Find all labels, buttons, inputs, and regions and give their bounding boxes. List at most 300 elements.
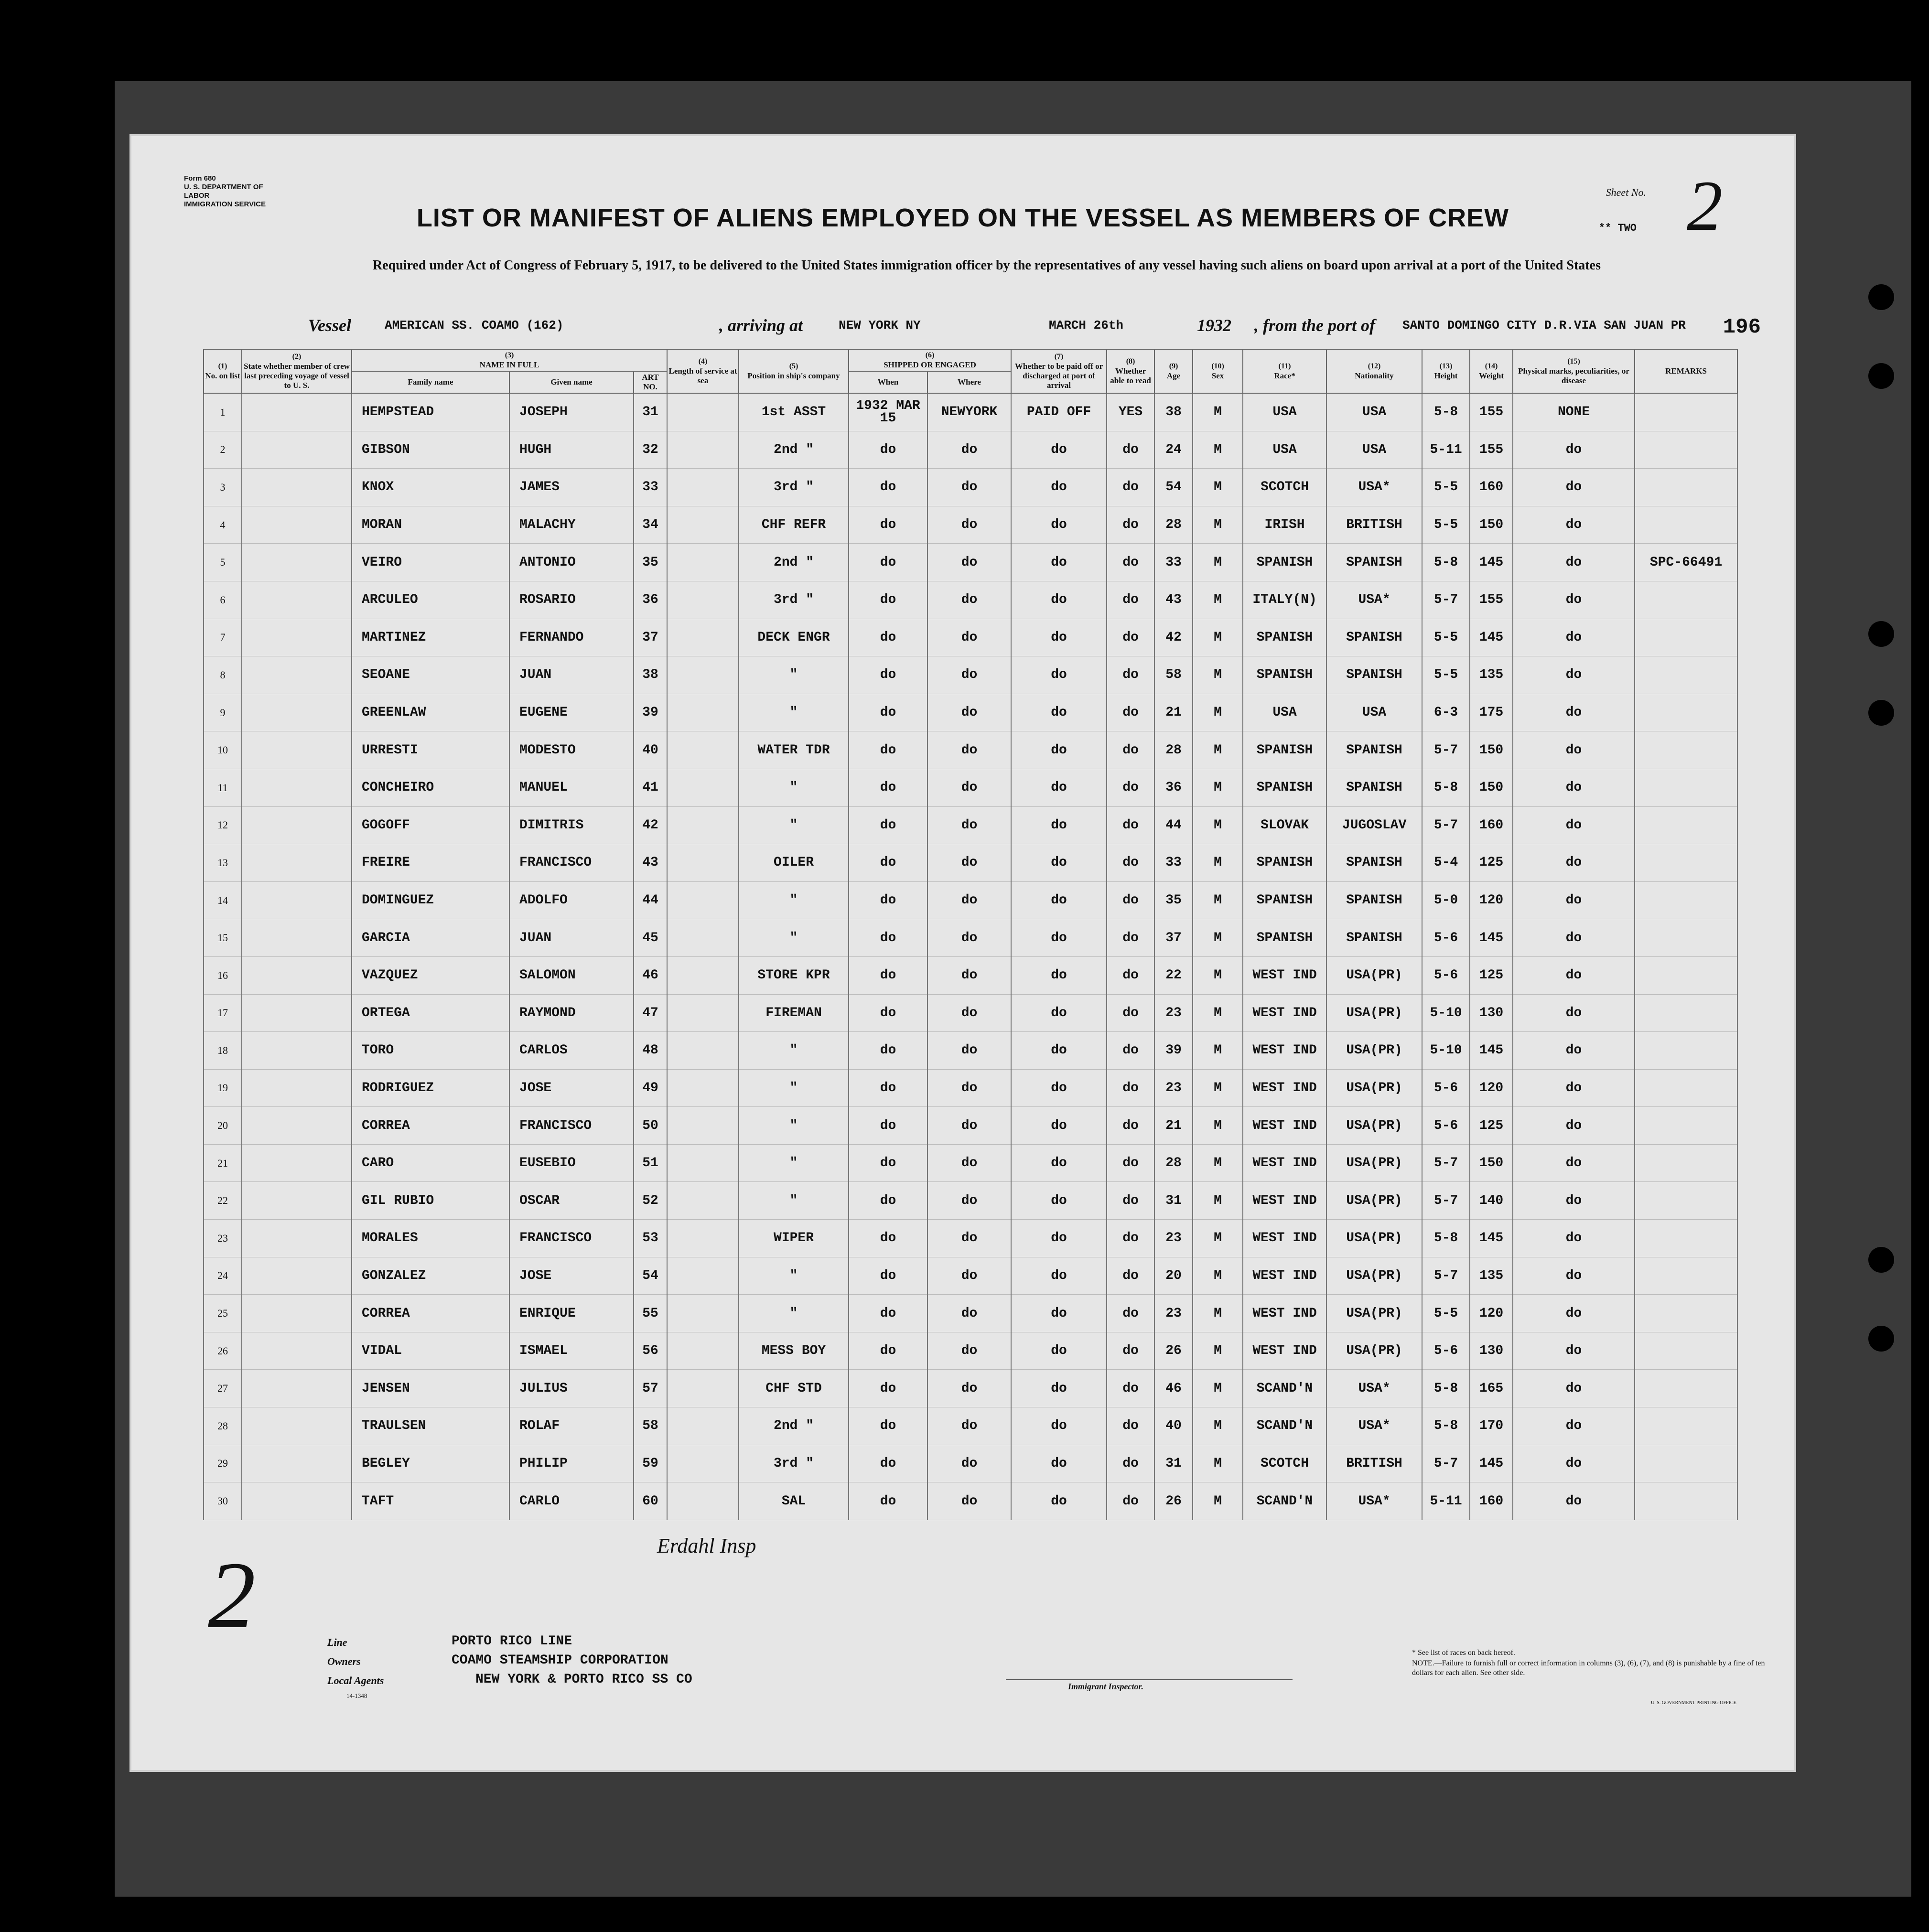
weight-cell: 160 <box>1470 1482 1513 1520</box>
sex-cell: M <box>1193 731 1243 769</box>
height-cell: 5-10 <box>1422 1032 1470 1070</box>
race-cell: SPANISH <box>1243 919 1326 957</box>
able-to-read-cell: do <box>1107 769 1154 806</box>
race-cell: SCAND'N <box>1243 1407 1326 1445</box>
length-of-service-cell <box>667 1407 739 1445</box>
age-cell: 43 <box>1154 581 1193 619</box>
physical-marks-cell: do <box>1513 694 1635 731</box>
shipped-when-cell: do <box>849 1182 927 1220</box>
position-cell: 2nd " <box>739 544 849 581</box>
paid-off-cell: do <box>1011 1445 1107 1482</box>
height-cell: 5-5 <box>1422 469 1470 506</box>
race-cell: WEST IND <box>1243 1220 1326 1257</box>
art-no-cell: 40 <box>634 731 667 769</box>
row-number: 24 <box>204 1257 242 1295</box>
age-cell: 54 <box>1154 469 1193 506</box>
shipped-when-cell: do <box>849 1445 927 1482</box>
given-name-cell: JAMES <box>509 469 634 506</box>
length-of-service-cell <box>667 1445 739 1482</box>
sex-cell: M <box>1193 1332 1243 1370</box>
sex-cell: M <box>1193 656 1243 694</box>
given-name-cell: EUGENE <box>509 694 634 731</box>
physical-marks-cell: do <box>1513 1370 1635 1407</box>
able-to-read-cell: do <box>1107 1257 1154 1295</box>
able-to-read-cell: do <box>1107 1032 1154 1070</box>
position-cell: 1st ASST <box>739 393 849 431</box>
weight-cell: 155 <box>1470 581 1513 619</box>
manifest-page <box>131 136 1794 1770</box>
physical-marks-cell: do <box>1513 919 1635 957</box>
sex-cell: M <box>1193 544 1243 581</box>
able-to-read-cell: do <box>1107 1482 1154 1520</box>
row-number: 9 <box>204 694 242 731</box>
sheet-label: Sheet No. <box>1606 186 1646 198</box>
age-cell: 23 <box>1154 1069 1193 1107</box>
position-cell: STORE KPR <box>739 956 849 994</box>
family-name-cell: SEOANE <box>352 656 509 694</box>
table-row <box>204 731 1737 769</box>
weight-cell: 150 <box>1470 769 1513 806</box>
table-row <box>204 1445 1737 1482</box>
table-row <box>204 656 1737 694</box>
remarks-cell <box>1635 844 1737 882</box>
row-number: 19 <box>204 1069 242 1107</box>
length-of-service-cell <box>667 1370 739 1407</box>
nationality-cell: SPANISH <box>1326 731 1422 769</box>
row-number: 5 <box>204 544 242 581</box>
shipped-when-cell: do <box>849 1332 927 1370</box>
length-of-service-cell <box>667 1295 739 1332</box>
row-number: 17 <box>204 994 242 1032</box>
family-name-cell: CORREA <box>352 1107 509 1145</box>
shipped-when-cell: do <box>849 1107 927 1145</box>
page-subtitle: Required under Act of Congress of February 5, 1917, to be delivered to the United States immigration officer by the representatives of any vessel having such aliens on board upon arrival at a port of the United States <box>373 258 1601 273</box>
row-number: 22 <box>204 1182 242 1220</box>
from-port: SANTO DOMINGO CITY D.R.VIA SAN JUAN PR <box>1402 318 1686 333</box>
age-cell: 33 <box>1154 844 1193 882</box>
age-cell: 28 <box>1154 506 1193 544</box>
inspector-label: Immigrant Inspector. <box>1068 1682 1144 1691</box>
remarks-cell <box>1635 1407 1737 1445</box>
able-to-read-cell: do <box>1107 431 1154 469</box>
height-cell: 5-8 <box>1422 769 1470 806</box>
row-number: 18 <box>204 1032 242 1070</box>
shipped-when-cell: do <box>849 1370 927 1407</box>
prev-voyage-cell <box>242 1182 352 1220</box>
shipped-where-cell: do <box>927 619 1011 656</box>
race-cell: WEST IND <box>1243 1069 1326 1107</box>
shipped-where-cell: do <box>927 1144 1011 1182</box>
position-cell: " <box>739 1295 849 1332</box>
sheet-typed-number: ** TWO <box>1598 222 1637 234</box>
weight-cell: 155 <box>1470 431 1513 469</box>
able-to-read-cell: do <box>1107 1370 1154 1407</box>
row-number: 26 <box>204 1332 242 1370</box>
prev-voyage-cell <box>242 431 352 469</box>
family-name-cell: MORAN <box>352 506 509 544</box>
physical-marks-cell: do <box>1513 1144 1635 1182</box>
family-name-cell: ARCULEO <box>352 581 509 619</box>
age-cell: 58 <box>1154 656 1193 694</box>
weight-cell: 160 <box>1470 469 1513 506</box>
paid-off-cell: do <box>1011 656 1107 694</box>
art-no-cell: 49 <box>634 1069 667 1107</box>
table-row <box>204 769 1737 806</box>
race-cell: WEST IND <box>1243 956 1326 994</box>
race-cell: SPANISH <box>1243 881 1326 919</box>
able-to-read-cell: do <box>1107 656 1154 694</box>
age-cell: 23 <box>1154 1220 1193 1257</box>
age-cell: 44 <box>1154 806 1193 844</box>
prev-voyage-cell <box>242 769 352 806</box>
paid-off-cell: do <box>1011 694 1107 731</box>
shipped-when-cell: do <box>849 1220 927 1257</box>
height-cell: 5-5 <box>1422 1295 1470 1332</box>
row-number: 27 <box>204 1370 242 1407</box>
form-dept: U. S. DEPARTMENT OF LABOR <box>184 183 263 200</box>
shipped-when-cell: do <box>849 694 927 731</box>
weight-cell: 150 <box>1470 1144 1513 1182</box>
remarks-cell <box>1635 1220 1737 1257</box>
col-when: When <box>849 371 927 393</box>
race-cell: WEST IND <box>1243 1257 1326 1295</box>
position-cell: CHF STD <box>739 1370 849 1407</box>
length-of-service-cell <box>667 1220 739 1257</box>
height-cell: 5-4 <box>1422 844 1470 882</box>
weight-cell: 125 <box>1470 844 1513 882</box>
shipped-where-cell: do <box>927 469 1011 506</box>
shipped-when-cell: do <box>849 994 927 1032</box>
prev-voyage-cell <box>242 956 352 994</box>
race-cell: SCOTCH <box>1243 1445 1326 1482</box>
family-name-cell: GIBSON <box>352 431 509 469</box>
physical-marks-cell: do <box>1513 731 1635 769</box>
prev-voyage-cell <box>242 469 352 506</box>
age-cell: 37 <box>1154 919 1193 957</box>
length-of-service-cell <box>667 956 739 994</box>
able-to-read-cell: do <box>1107 881 1154 919</box>
remarks-cell <box>1635 1295 1737 1332</box>
shipped-where-cell: do <box>927 844 1011 882</box>
remarks-cell <box>1635 581 1737 619</box>
height-cell: 5-8 <box>1422 544 1470 581</box>
paid-off-cell: do <box>1011 769 1107 806</box>
given-name-cell: FRANCISCO <box>509 844 634 882</box>
age-cell: 20 <box>1154 1257 1193 1295</box>
art-no-cell: 36 <box>634 581 667 619</box>
table-row <box>204 919 1737 957</box>
paid-off-cell: do <box>1011 1182 1107 1220</box>
shipped-when-cell: do <box>849 919 927 957</box>
table-row <box>204 1032 1737 1070</box>
physical-marks-cell: do <box>1513 431 1635 469</box>
sex-cell: M <box>1193 844 1243 882</box>
remarks-cell <box>1635 431 1737 469</box>
able-to-read-cell: do <box>1107 1107 1154 1145</box>
family-name-cell: KNOX <box>352 469 509 506</box>
art-no-cell: 56 <box>634 1332 667 1370</box>
punch-hole <box>1868 621 1894 647</box>
shipped-where-cell: do <box>927 544 1011 581</box>
sex-cell: M <box>1193 694 1243 731</box>
physical-marks-cell: do <box>1513 1182 1635 1220</box>
given-name-cell: SALOMON <box>509 956 634 994</box>
family-name-cell: FREIRE <box>352 844 509 882</box>
prev-voyage-cell <box>242 806 352 844</box>
paid-off-cell: do <box>1011 956 1107 994</box>
crew-table <box>203 349 1738 1520</box>
table-row <box>204 393 1737 431</box>
sex-cell: M <box>1193 1220 1243 1257</box>
vessel-line <box>203 315 1756 339</box>
family-name-cell: TAFT <box>352 1482 509 1520</box>
row-number: 7 <box>204 619 242 656</box>
weight-cell: 145 <box>1470 544 1513 581</box>
paid-off-cell: do <box>1011 1370 1107 1407</box>
height-cell: 5-7 <box>1422 1144 1470 1182</box>
paid-off-cell: do <box>1011 1107 1107 1145</box>
age-cell: 33 <box>1154 544 1193 581</box>
height-cell: 5-7 <box>1422 1182 1470 1220</box>
prev-voyage-cell <box>242 393 352 431</box>
position-cell: 3rd " <box>739 581 849 619</box>
col-physical: (15) Physical marks, peculiarities, or disease <box>1513 349 1635 393</box>
age-cell: 39 <box>1154 1032 1193 1070</box>
position-cell: DECK ENGR <box>739 619 849 656</box>
table-row <box>204 694 1737 731</box>
paid-off-cell: do <box>1011 1032 1107 1070</box>
age-cell: 28 <box>1154 1144 1193 1182</box>
nationality-cell: SPANISH <box>1326 919 1422 957</box>
given-name-cell: CARLOS <box>509 1032 634 1070</box>
weight-cell: 120 <box>1470 1295 1513 1332</box>
remarks-cell <box>1635 1107 1737 1145</box>
physical-marks-cell: do <box>1513 1482 1635 1520</box>
shipped-where-cell: do <box>927 656 1011 694</box>
length-of-service-cell <box>667 506 739 544</box>
family-name-cell: GARCIA <box>352 919 509 957</box>
table-row <box>204 469 1737 506</box>
sex-cell: M <box>1193 393 1243 431</box>
given-name-cell: MALACHY <box>509 506 634 544</box>
remarks-cell <box>1635 469 1737 506</box>
able-to-read-cell: do <box>1107 994 1154 1032</box>
given-name-cell: JUAN <box>509 919 634 957</box>
sex-cell: M <box>1193 1069 1243 1107</box>
height-cell: 5-8 <box>1422 1220 1470 1257</box>
shipped-when-cell: do <box>849 656 927 694</box>
nationality-cell: USA* <box>1326 1407 1422 1445</box>
race-cell: USA <box>1243 431 1326 469</box>
height-cell: 6-3 <box>1422 694 1470 731</box>
given-name-cell: MODESTO <box>509 731 634 769</box>
height-cell: 5-11 <box>1422 1482 1470 1520</box>
length-of-service-cell <box>667 619 739 656</box>
remarks-cell <box>1635 1482 1737 1520</box>
inspector-line <box>1006 1679 1293 1680</box>
nationality-cell: USA(PR) <box>1326 1295 1422 1332</box>
given-name-cell: DIMITRIS <box>509 806 634 844</box>
age-cell: 38 <box>1154 393 1193 431</box>
able-to-read-cell: do <box>1107 1144 1154 1182</box>
paid-off-cell: do <box>1011 919 1107 957</box>
given-name-cell: OSCAR <box>509 1182 634 1220</box>
length-of-service-cell <box>667 656 739 694</box>
remarks-cell <box>1635 956 1737 994</box>
art-no-cell: 59 <box>634 1445 667 1482</box>
weight-cell: 120 <box>1470 881 1513 919</box>
col-weight: (14) Weight <box>1470 349 1513 393</box>
position-cell: SAL <box>739 1482 849 1520</box>
family-name-cell: TRAULSEN <box>352 1407 509 1445</box>
remarks-cell <box>1635 506 1737 544</box>
art-no-cell: 54 <box>634 1257 667 1295</box>
age-cell: 42 <box>1154 619 1193 656</box>
shipped-where-cell: do <box>927 1220 1011 1257</box>
family-name-cell: RODRIGUEZ <box>352 1069 509 1107</box>
weight-cell: 120 <box>1470 1069 1513 1107</box>
prev-voyage-cell <box>242 1220 352 1257</box>
art-no-cell: 45 <box>634 919 667 957</box>
height-cell: 5-7 <box>1422 1257 1470 1295</box>
position-cell: " <box>739 1182 849 1220</box>
sex-cell: M <box>1193 1182 1243 1220</box>
col-family-name: Family name <box>352 371 509 393</box>
family-name-cell: VAZQUEZ <box>352 956 509 994</box>
given-name-cell: RAYMOND <box>509 994 634 1032</box>
nationality-cell: USA* <box>1326 469 1422 506</box>
family-name-cell: CONCHEIRO <box>352 769 509 806</box>
prev-voyage-cell <box>242 506 352 544</box>
physical-marks-cell: do <box>1513 1107 1635 1145</box>
nationality-cell: USA(PR) <box>1326 1107 1422 1145</box>
position-cell: WIPER <box>739 1220 849 1257</box>
shipped-when-cell: do <box>849 431 927 469</box>
shipped-where-cell: do <box>927 506 1011 544</box>
owners-value: COAMO STEAMSHIP CORPORATION <box>452 1653 668 1668</box>
position-cell: " <box>739 1144 849 1182</box>
nationality-cell: USA <box>1326 393 1422 431</box>
prev-voyage-cell <box>242 694 352 731</box>
sex-cell: M <box>1193 769 1243 806</box>
length-of-service-cell <box>667 1032 739 1070</box>
physical-marks-cell: do <box>1513 956 1635 994</box>
able-to-read-cell: YES <box>1107 393 1154 431</box>
family-name-cell: CORREA <box>352 1295 509 1332</box>
sex-cell: M <box>1193 506 1243 544</box>
printer-credit: U. S. GOVERNMENT PRINTING OFFICE <box>1651 1700 1736 1706</box>
weight-cell: 145 <box>1470 1220 1513 1257</box>
remarks-cell <box>1635 619 1737 656</box>
table-row <box>204 1407 1737 1445</box>
shipped-where-cell: do <box>927 1069 1011 1107</box>
given-name-cell: JOSE <box>509 1257 634 1295</box>
remarks-cell <box>1635 694 1737 731</box>
race-cell: SPANISH <box>1243 544 1326 581</box>
able-to-read-cell: do <box>1107 806 1154 844</box>
sheet-handwritten-number: 2 <box>1687 166 1723 246</box>
race-cell: WEST IND <box>1243 1295 1326 1332</box>
length-of-service-cell <box>667 1482 739 1520</box>
row-number: 12 <box>204 806 242 844</box>
able-to-read-cell: do <box>1107 844 1154 882</box>
physical-marks-cell: do <box>1513 994 1635 1032</box>
physical-marks-cell: do <box>1513 1032 1635 1070</box>
sex-cell: M <box>1193 994 1243 1032</box>
table-row <box>204 1144 1737 1182</box>
art-no-cell: 57 <box>634 1370 667 1407</box>
nationality-cell: USA <box>1326 431 1422 469</box>
form-service: IMMIGRATION SERVICE <box>184 200 266 208</box>
able-to-read-cell: do <box>1107 956 1154 994</box>
length-of-service-cell <box>667 994 739 1032</box>
paid-off-cell: do <box>1011 1144 1107 1182</box>
family-name-cell: ORTEGA <box>352 994 509 1032</box>
position-cell: FIREMAN <box>739 994 849 1032</box>
prev-voyage-cell <box>242 1257 352 1295</box>
sex-cell: M <box>1193 1407 1243 1445</box>
nationality-cell: USA <box>1326 694 1422 731</box>
nationality-cell: SPANISH <box>1326 844 1422 882</box>
able-to-read-cell: do <box>1107 581 1154 619</box>
race-cell: ITALY(N) <box>1243 581 1326 619</box>
remarks-cell <box>1635 656 1737 694</box>
from-label: , from the port of <box>1254 316 1376 335</box>
paid-off-cell: do <box>1011 1482 1107 1520</box>
paid-off-cell: do <box>1011 431 1107 469</box>
col-prev-voyage: (2) State whether member of crew last preceding voyage of vessel to U. S. <box>242 349 352 393</box>
shipped-where-cell: do <box>927 581 1011 619</box>
nationality-cell: USA* <box>1326 581 1422 619</box>
paid-off-cell: do <box>1011 1295 1107 1332</box>
length-of-service-cell <box>667 806 739 844</box>
remarks-cell <box>1635 1032 1737 1070</box>
arrival-port: NEW YORK NY <box>839 318 921 333</box>
agents-value: NEW YORK & PORTO RICO SS CO <box>475 1672 692 1687</box>
col-remarks: REMARKS <box>1635 349 1737 393</box>
physical-marks-cell: do <box>1513 544 1635 581</box>
table-row <box>204 1295 1737 1332</box>
height-cell: 5-11 <box>1422 431 1470 469</box>
row-number: 21 <box>204 1144 242 1182</box>
sex-cell: M <box>1193 1295 1243 1332</box>
row-number: 25 <box>204 1295 242 1332</box>
nationality-cell: USA* <box>1326 1370 1422 1407</box>
prev-voyage-cell <box>242 1295 352 1332</box>
age-cell: 26 <box>1154 1482 1193 1520</box>
shipped-when-cell: do <box>849 1257 927 1295</box>
position-cell: " <box>739 656 849 694</box>
punch-hole <box>1868 363 1894 389</box>
nationality-cell: USA(PR) <box>1326 1220 1422 1257</box>
weight-cell: 150 <box>1470 731 1513 769</box>
paid-off-cell: do <box>1011 544 1107 581</box>
col-name: (3) NAME IN FULL <box>352 349 667 371</box>
paid-off-cell: do <box>1011 731 1107 769</box>
given-name-cell: HUGH <box>509 431 634 469</box>
prev-voyage-cell <box>242 619 352 656</box>
nationality-cell: BRITISH <box>1326 1445 1422 1482</box>
able-to-read-cell: do <box>1107 506 1154 544</box>
art-no-cell: 44 <box>634 881 667 919</box>
paid-off-cell: do <box>1011 1407 1107 1445</box>
paid-off-cell: do <box>1011 844 1107 882</box>
shipped-where-cell: do <box>927 806 1011 844</box>
art-no-cell: 46 <box>634 956 667 994</box>
physical-marks-cell: do <box>1513 1407 1635 1445</box>
family-name-cell: CARO <box>352 1144 509 1182</box>
nationality-cell: SPANISH <box>1326 544 1422 581</box>
